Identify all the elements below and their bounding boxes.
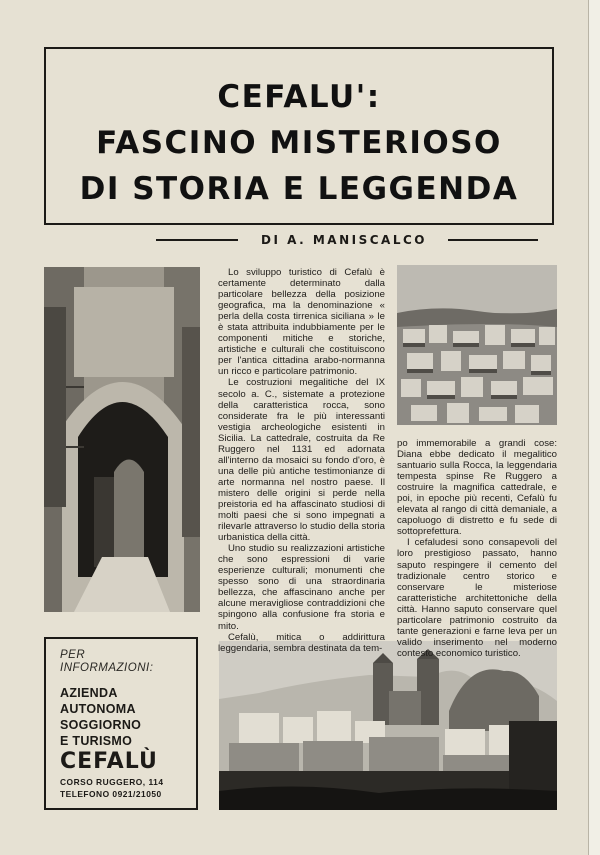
title-line-3: DI STORIA E LEGGENDA: [79, 171, 519, 207]
town-aerial-photo: [397, 265, 557, 425]
info-box: [44, 637, 198, 810]
article-paragraph: Uno studio su realizzazioni artistiche che sono espressioni di varie esperienze culturali; monumenti che spesso sono di una straordinaria bellezza, che affascinano anche per alcune meravigliose contraddizioni che spingono alla confusione fra storia e mito.: [218, 543, 385, 632]
org-line: SOGGIORNO: [60, 718, 142, 732]
byline-rule-left: [156, 239, 238, 241]
org-line: AZIENDA: [60, 686, 118, 700]
org-line: AUTONOMA: [60, 702, 136, 716]
org-name: [60, 685, 186, 749]
article-paragraph: Lo sviluppo turistico di Cefalù è certamente determinato dalla particolare bellezza della posizione geografica, ma la denominazione « perla della costa tirrenica siciliana » le è stata attribuita indubbiamente per le componenti mitiche e storiche, artistiche e culturali che costituiscono per l'antica cittadina arabo-normanna un ricco e particolare patrimonio.: [218, 267, 385, 378]
article-column-1: [218, 267, 385, 654]
org-line: E TURISMO: [60, 734, 133, 748]
city-name: CEFALÙ: [60, 749, 158, 774]
byline: DI A. MANISCALCO: [261, 233, 427, 247]
arch-street-photo: [44, 267, 200, 612]
title-line-1: CEFALU':: [217, 79, 381, 115]
article-paragraph: Cefalù, mitica o addirittura leggendaria, sembra destinata da tem-: [218, 631, 385, 654]
title-line-2: FASCINO MISTERIOSO: [96, 125, 502, 161]
title-box: [44, 47, 554, 225]
byline-row: [44, 233, 554, 247]
info-heading-1: PER: [60, 649, 86, 661]
phone: TELEFONO 0921/21050: [60, 789, 162, 799]
article-paragraph: I cefaludesi sono consapevoli del loro prestigioso passato, hanno saputo respingere il cemento del tradizionale centro storico e conservare le misteriose caratteristiche architettoniche della città. Hanno saputo conservare quel particolare patrimonio costruito da tante generazioni e farne leva per un valido inserimento nel moderno contesto economico turistico.: [397, 537, 557, 659]
article-paragraph: Le costruzioni megalitiche del IX secolo a. C., sistemate a protezione della caratteristica rocca, sono considerate fra le più interessanti vestigia archeologiche esistenti in Sicilia. La cattedrale, costruita da Re Ruggero nel 1131 ed adornata all'interno da mosaici su fondo d'oro, è una delle più antiche testimonianze di arte normanna nel nostro paese. Il mistero delle origini si perde nella preistoria ed ha affascinato studiosi di molti paesi che si sono impegnati a rilevarle attraverso lo studio della storia urbanistica della città.: [218, 377, 385, 544]
article-column-2: [397, 438, 557, 659]
info-heading-2: INFORMAZIONI:: [60, 662, 154, 674]
address: CORSO RUGGERO, 114: [60, 777, 164, 787]
byline-rule-right: [448, 239, 538, 241]
article-paragraph: po immemorabile a grandi cose: Diana ebbe dedicato il megalitico santuario sulla Rocca, la leggendaria tempesta spinse Re Ruggero a costruire la magnifica cattedrale, e poi, in epoche più recenti, Cefalù fu elevata al rango di città demaniale, a capoluogo di distretto e fu sede di sottoprefettura.: [397, 438, 557, 538]
page-edge: [588, 0, 600, 855]
cathedral-panorama-photo: [219, 641, 557, 810]
